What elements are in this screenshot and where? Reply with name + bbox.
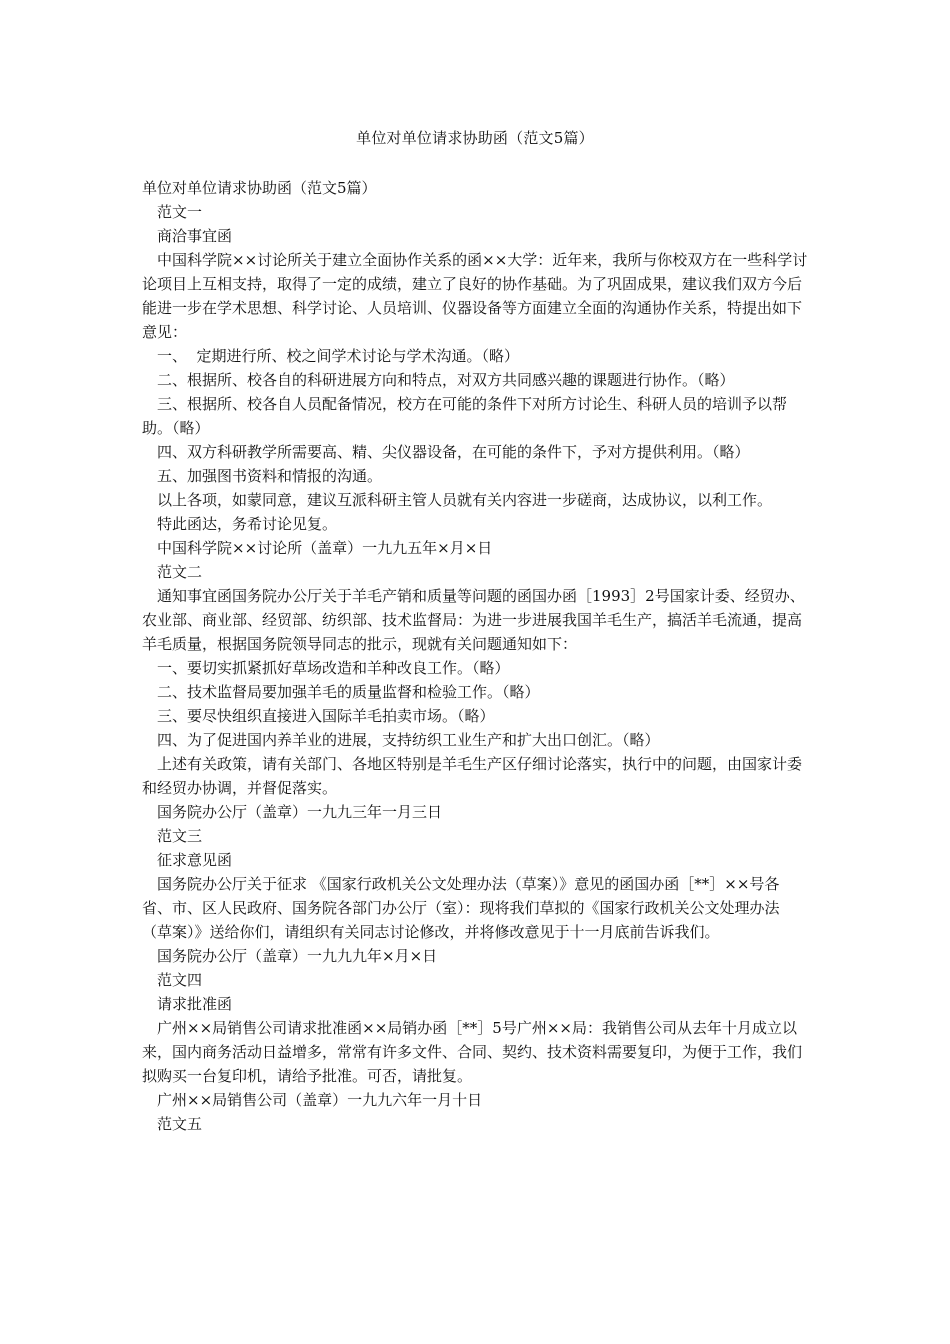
signature-line: 国务院办公厅（盖章）一九九三年一月三日 xyxy=(157,803,443,821)
paragraph: 特此函达，务希讨论见复。 xyxy=(157,515,338,533)
body-heading: 单位对单位请求协助函（范文5篇） xyxy=(142,179,377,197)
paragraph: 国务院办公厅关于征求 《国家行政机关公文处理办法（草案）》意见的函国办函［**］××号各省、市、区人民政府、国务院各部门办公厅（室）：现将我们草拟的《国家行政机关公文处理办法（草案）》送给你们，请组织有关同志讨论修改，并将修改意见于十一月底前告诉我们。 xyxy=(142,875,780,941)
signature-line: 广州××局销售公司（盖章）一九九六年一月十日 xyxy=(157,1091,483,1109)
paragraph: 上述有关政策，请有关部门、各地区特别是羊毛生产区仔细讨论落实，执行中的问题，由国家计委和经贸办协调，并督促落实。 xyxy=(142,755,803,797)
signature-line: 国务院办公厅（盖章）一九九九年×月×日 xyxy=(157,947,438,965)
document-title: 单位对单位请求协助函（范文5篇） xyxy=(356,129,594,147)
paragraph: 通知事宜函国务院办公厅关于羊毛产销和质量等问题的函国办函［1993］2号国家计委、经贸办、农业部、商业部、经贸部、纺织部、技术监督局：为进一步进展我国羊毛生产，搞活羊毛流通，提高羊毛质量，根据国务院领导同志的批示，现就有关问题通知如下： xyxy=(142,587,805,653)
list-item: 二、根据所、校各自的科研进展方向和特点，对双方共同感兴趣的课题进行协作。（略） xyxy=(157,371,735,389)
letter-type: 请求批准函 xyxy=(157,995,233,1013)
list-item: 四、为了促进国内养羊业的进展，支持纺织工业生产和扩大出口创汇。（略） xyxy=(157,731,660,749)
list-item: 一、要切实抓紧抓好草场改造和羊种改良工作。（略） xyxy=(157,659,510,677)
paragraph: 以上各项，如蒙同意，建议互派科研主管人员就有关内容进一步磋商，达成协议，以利工作。 xyxy=(157,491,773,509)
letter-type: 征求意见函 xyxy=(157,851,233,869)
section-label: 范文三 xyxy=(157,827,203,845)
section-label: 范文二 xyxy=(157,563,203,581)
list-item: 一、 定期进行所、校之间学术讨论与学术沟通。（略） xyxy=(157,347,520,365)
section-label: 范文一 xyxy=(157,203,203,221)
list-item: 四、双方科研教学所需要高、精、尖仪器设备，在可能的条件下，予对方提供利用。（略） xyxy=(157,443,750,461)
letter-type: 商洽事宜函 xyxy=(157,227,233,245)
list-item: 三、要尽快组织直接进入国际羊毛拍卖市场。（略） xyxy=(157,707,495,725)
paragraph: 广州××局销售公司请求批准函××局销办函［**］5号广州××局：我销售公司从去年十月成立以来，国内商务活动日益增多，常常有许多文件、合同、契约、技术资料需要复印，为便于工作，我们拟购买一台复印机，请给予批准。可否，请批复。 xyxy=(142,1019,803,1085)
list-item: 二、技术监督局要加强羊毛的质量监督和检验工作。（略） xyxy=(157,683,540,701)
list-item: 三、根据所、校各自人员配备情况，校方在可能的条件下对所方讨论生、科研人员的培训予以帮助。（略） xyxy=(142,395,788,437)
signature-line: 中国科学院××讨论所（盖章）一九九五年×月×日 xyxy=(157,539,493,557)
section-label: 范文四 xyxy=(157,971,203,989)
section-label: 范文五 xyxy=(157,1115,203,1133)
document-body xyxy=(142,176,808,1136)
list-item: 五、加强图书资料和情报的沟通。 xyxy=(157,467,383,485)
paragraph: 中国科学院××讨论所关于建立全面协作关系的函××大学：近年来，我所与你校双方在一些科学讨论项目上互相支持，取得了一定的成绩，建立了良好的协作基础。为了巩固成果，建议我们双方今后能进一步在学术思想、科学讨论、人员培训、仪器设备等方面建立全面的沟通协作关系，特提出如下意见： xyxy=(142,251,808,341)
